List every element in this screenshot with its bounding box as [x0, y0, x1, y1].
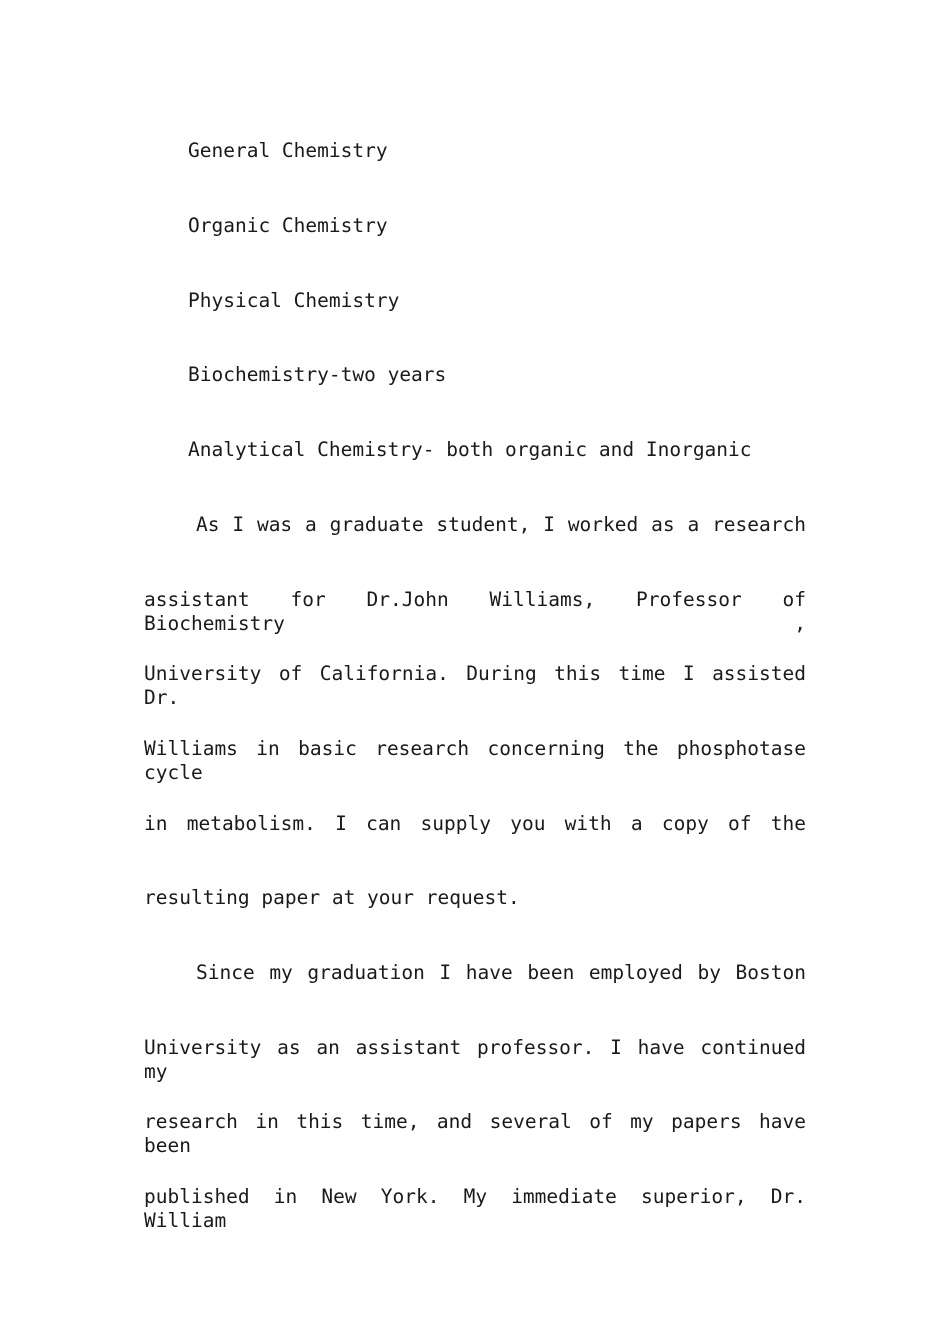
paragraph-line: As I was a graduate student, I worked as a research	[196, 513, 806, 536]
paragraph-line: resulting paper at your request.	[144, 886, 520, 909]
course-item: Organic Chemistry	[188, 214, 388, 237]
paragraph-line: published in New York. My immediate superior, Dr. William	[144, 1185, 806, 1232]
paragraph-line: Since my graduation I have been employed by Boston	[196, 961, 806, 984]
course-item: Biochemistry-two years	[188, 363, 447, 386]
paragraph-line: Williams in basic research concerning the phosphotase cycle	[144, 737, 806, 784]
paragraph-line: research in this time, and several of my papers have been	[144, 1110, 806, 1157]
course-item: Physical Chemistry	[188, 289, 400, 312]
paragraph-line: in metabolism. I can supply you with a copy of the	[144, 812, 806, 835]
course-item: General Chemistry	[188, 139, 388, 162]
paragraph-line: University as an assistant professor. I have continued my	[144, 1036, 806, 1083]
paragraph-line: University of California. During this time I assisted Dr.	[144, 662, 806, 709]
paragraph-line: assistant for Dr.John Williams, Professor of Biochemistry ,	[144, 588, 806, 635]
course-item: Analytical Chemistry- both organic and Inorganic	[188, 438, 752, 461]
